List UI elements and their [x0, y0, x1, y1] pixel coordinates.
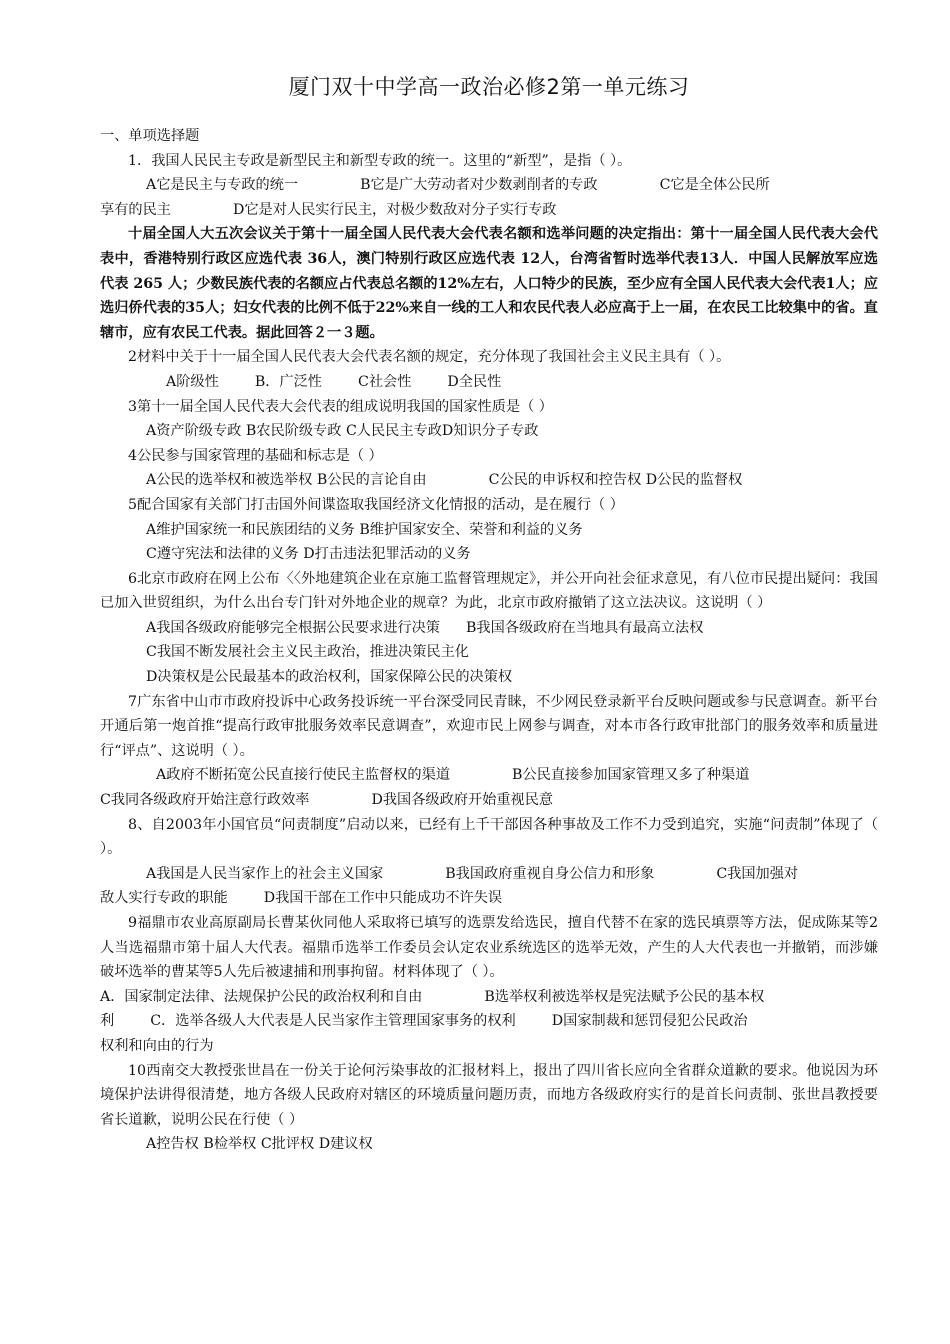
question-9-option-b: B选举权利被选举权是宪法赋予公民的基本权: [484, 988, 765, 1005]
question-2-option-d: D全民性: [447, 373, 502, 390]
question-8-option-c-cont: 敌人实行专政的职能: [100, 890, 228, 907]
question-6-option-b: B我国各级政府在当地具有最高立法权: [466, 619, 704, 636]
question-1-option-a: A它是民主与专政的统一: [146, 177, 299, 194]
question-4-stem: 4公民参与国家管理的基础和标志是（ ）: [128, 447, 383, 464]
question-7-options-cd: [100, 788, 878, 813]
question-4-options-ab: A公民的选举权和被选举权 B公民的言论自由: [146, 472, 427, 489]
question-9-option-d-cont: 权利和向由的行为: [100, 1037, 214, 1054]
question-7-option-c: C我同各级政府开始注意行政效率: [100, 792, 310, 809]
question-9-option-a: A．国家制定法律、法规保护公民的政治权利和自由: [100, 988, 423, 1005]
question-9-option-d: D国家制裁和惩罚侵犯公民政治: [551, 1013, 748, 1030]
question-7-option-d: D我国各级政府开始重视民意: [371, 792, 554, 809]
question-1-options: [100, 173, 878, 198]
question-7-stem: 7广东省中山市市政府投诉中心政务投诉统一平台深受同民青睐，不少网民登录新平台反映问题或参与民意调查。新平台开通后第一炮首推“提高行政审批服务效率民意调查”，欢迎市民上网参与调查，对本市各行政审批部门的服务效率和质量进行“评点”、这说明（ ）。: [100, 693, 878, 759]
question-9-stem: 9福鼎市农业高原副局长曹某伙同他人采取将已填写的选票发给选民，擅自代替不在家的选民填票等方法，促成陈某等2人当选福鼎市第十届人大代表。福鼎币选举工作委员会认定农业系统选区的选举无效，产生的人大代表也一并撤销，而涉嫌破坏选举的曹某等5人先后被逮捕和刑事拘留。材料体现了（ ）。: [100, 915, 878, 981]
question-5-options-ab: A维护国家统一和民族团结的义务 B维护国家安全、荣誉和利益的义务: [146, 521, 583, 538]
question-3-stem: 3第十一届全国人民代表大会代表的组成说明我国的国家性质是（ ）: [128, 398, 553, 415]
question-7-option-a: A政府不断拓宽公民直接行使民主监督权的渠道: [156, 767, 450, 784]
question-9-options-cd: [100, 1009, 878, 1034]
question-1-option-c-cont: 享有的民主: [100, 201, 171, 218]
question-2-option-c: C社会性: [358, 373, 412, 390]
question-2-option-a: A阶级性: [166, 373, 219, 390]
question-8-stem: 8、自2003年小国官员“问责制度”启动以来，已经有上千干部因各种事故及工作不力受到追究，实施“问责制”体现了（ ）。: [100, 816, 878, 858]
question-10-stem: 10西南交大教授张世昌在一份关于论何污染事故的汇报材料上，报出了四川省长应向全省群众道歉的要求。他说因为环境保护法讲得很清楚，地方各级人民政府对辖区的环境质量问题历责，而地方各级政府实行的是首长问责制、张世昌教授要省长道歉，说明公民在行使（ ）: [100, 1062, 878, 1128]
question-4-options: [100, 468, 878, 493]
question-7-options-ab: [100, 763, 878, 788]
question-8-option-b: B我国政府重视自身公信力和形象: [445, 865, 655, 882]
question-1-option-b: B它是广大劳动者对少数剥削者的专政: [360, 177, 598, 194]
question-8-options-cont: [100, 886, 878, 911]
question-4-options-cd: C公民的申诉权和控告权 D公民的监督权: [488, 472, 743, 489]
question-7-option-b: B公民直接参加国家管理又多了种渠道: [512, 767, 750, 784]
reading-material: 十届全国人大五次会议关于第十一届全国人民代表大会代表名额和选举问题的决定指出：第十一届全国人民代表大会代表中，香港特别行政区应选代表 36人，澳门特别行政区应选代表 12人，台湾省暂时选举代表13人．中国人民解放军应选代表 265 人；少数民族代表的名额应占代表总名额的12%左右，人口特少的民族，至少应有全国人民代表大会代表1人；应选归侨代表的35人；妇女代表的比例不低于22%来自一线的工人和农民代表人必应高于上一届，在农民工比较集中的省。直辖市，应有农民工代表。据此回答２一３题。: [100, 226, 878, 341]
question-8-option-c: C我国加强对: [716, 865, 799, 882]
question-8-option-d: D我国干部在工作中只能成功不许失误: [263, 890, 503, 907]
section-heading: 一、单项选择题: [100, 128, 200, 144]
question-5-options-cd: C遵守宪法和法律的义务 D打击违法犯罪活动的义务: [146, 546, 471, 563]
question-10-options: A控告权 B检举权 C批评权 D建议权: [146, 1136, 373, 1153]
question-5-stem: 5配合国家有关部门打击国外间谍盗取我国经济文化情报的活动，是在履行（ ）: [128, 496, 624, 513]
question-1-options-cont: [100, 198, 878, 223]
question-8-option-a: A我国是人民当家作上的社会主义国家: [146, 865, 384, 882]
question-2-option-b: B．广泛性: [254, 373, 322, 390]
question-1-option-c: C它是全体公民所: [659, 177, 770, 194]
question-9-options-ab: [100, 985, 878, 1010]
question-2-stem: 2材料中关于十一届全国人民代表大会代表名额的规定，充分体现了我国社会主义民主具有（ ）。: [128, 349, 731, 366]
question-9-option-c: C．选举各级人大代表是人民当家作主管理国家事务的权利: [150, 1013, 516, 1030]
question-2-options: [100, 370, 878, 395]
question-8-options-abc: [100, 862, 878, 887]
question-1-option-d: D它是对人民实行民主，对极少数敌对分子实行专政: [232, 201, 557, 218]
question-3-options: A资产阶级专政 B农民阶级专政 C人民民主专政D知识分子专政: [146, 423, 539, 440]
question-6-option-d: D决策权是公民最基本的政治权利，国家保障公民的决策权: [146, 669, 513, 686]
question-1-stem: 1．我国人民民主专政是新型民主和新型专政的统一。这里的“新型”，是指（ ）。: [128, 152, 632, 169]
question-6-option-a: A我国各级政府能够完全根据公民要求进行决策: [146, 619, 440, 636]
question-6-option-c: C我国不断发展社会主义民主政治，推进决策民主化: [146, 644, 469, 661]
question-6-options-ab: [100, 616, 878, 641]
document-title: 厦门双十中学高一政治必修2第一单元练习: [288, 75, 690, 99]
question-6-stem: 6北京市政府在网上公布〈〈外地建筑企业在京施工监督管理规定》，并公开向社会征求意见，有八位市民提出疑问：我国已加入世贸组织，为什么出台专门针对外地企业的规章？为此，北京市政府撤销了这立法决议。这说明（ ）: [100, 570, 878, 612]
question-9-option-b-cont: 利: [100, 1013, 115, 1030]
